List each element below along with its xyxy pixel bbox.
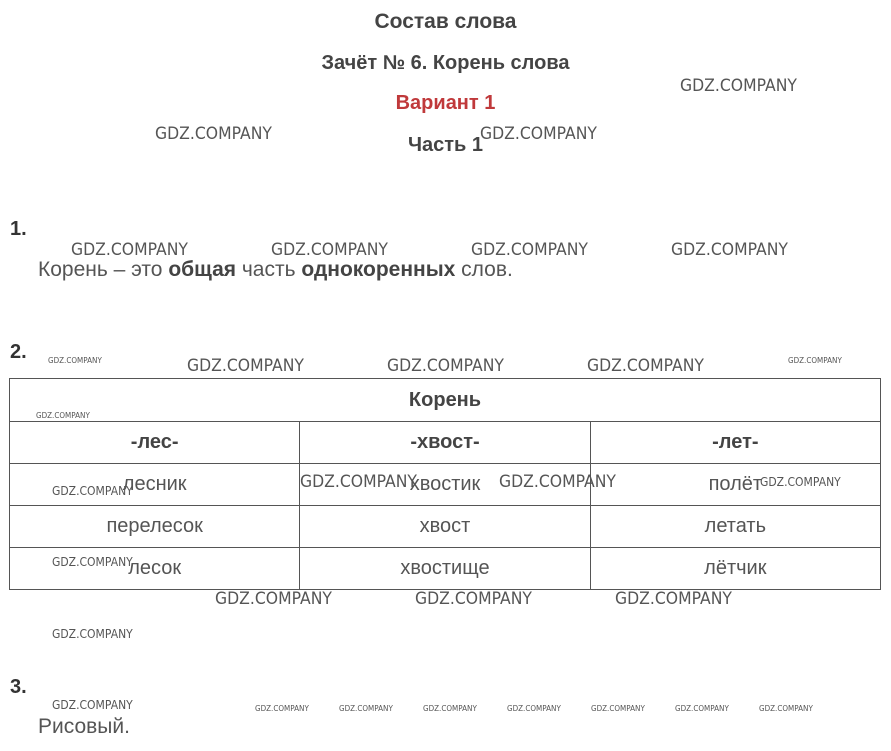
table-cell: лесник (10, 464, 300, 506)
watermark: GDZ.COMPANY (760, 475, 841, 489)
task-1-text-b: часть (236, 258, 302, 281)
watermark: GDZ.COMPANY (675, 704, 729, 713)
watermark: GDZ.COMPANY (339, 704, 393, 713)
part-title: Часть 1 (407, 134, 484, 156)
watermark: GDZ.COMPANY (471, 240, 588, 260)
watermark: GDZ.COMPANY (587, 356, 704, 376)
test-title: Зачёт № 6. Корень слова (321, 52, 570, 74)
watermark: GDZ.COMPANY (415, 589, 532, 609)
task-1-answer (38, 258, 513, 282)
watermark: GDZ.COMPANY (255, 704, 309, 713)
watermark: GDZ.COMPANY (71, 240, 188, 260)
column-header: -хвост- (300, 422, 590, 464)
task-2-number: 2. (10, 341, 27, 363)
table-cell: перелесок (10, 506, 300, 548)
task-3-answer: Рисовый. (38, 715, 130, 738)
watermark: GDZ.COMPANY (52, 484, 133, 498)
table-cell: летать (590, 506, 880, 548)
table-row (10, 464, 881, 506)
watermark: GDZ.COMPANY (788, 356, 842, 365)
watermark: GDZ.COMPANY (591, 704, 645, 713)
task-1-bold-2: однокоренных (301, 258, 456, 281)
watermark: GDZ.COMPANY (52, 627, 133, 641)
table-row (10, 506, 881, 548)
watermark: GDZ.COMPANY (155, 124, 272, 144)
watermark: GDZ.COMPANY (423, 704, 477, 713)
task-1-text-a: Корень – это (38, 258, 169, 281)
table-cell: хвостик (300, 464, 590, 506)
task-1-bold-1: общая (168, 258, 237, 281)
watermark: GDZ.COMPANY (671, 240, 788, 260)
watermark: GDZ.COMPANY (680, 76, 797, 96)
watermark: GDZ.COMPANY (480, 124, 597, 144)
watermark: GDZ.COMPANY (52, 698, 133, 712)
column-header: -лет- (590, 422, 880, 464)
watermark: GDZ.COMPANY (499, 472, 616, 492)
table-cell: лесок (10, 548, 300, 590)
watermark: GDZ.COMPANY (759, 704, 813, 713)
watermark: GDZ.COMPANY (215, 589, 332, 609)
watermark: GDZ.COMPANY (36, 411, 90, 420)
watermark: GDZ.COMPANY (507, 704, 561, 713)
task-3-number: 3. (10, 676, 27, 698)
watermark: GDZ.COMPANY (387, 356, 504, 376)
watermark: GDZ.COMPANY (48, 356, 102, 365)
table-row (10, 548, 881, 590)
roots-table (9, 378, 881, 590)
table-cell: хвостище (300, 548, 590, 590)
watermark: GDZ.COMPANY (187, 356, 304, 376)
table-cell: хвост (300, 506, 590, 548)
watermark: GDZ.COMPANY (615, 589, 732, 609)
table-cell: лётчик (590, 548, 880, 590)
column-header: -лес- (10, 422, 300, 464)
section-title: Состав слова (374, 10, 517, 33)
task-1-number: 1. (10, 218, 27, 240)
variant-title: Вариант 1 (395, 92, 496, 114)
table-title: Корень (10, 379, 881, 422)
table-cell: полёт (590, 464, 880, 506)
watermark: GDZ.COMPANY (52, 555, 133, 569)
watermark: GDZ.COMPANY (271, 240, 388, 260)
task-1-text-c: слов. (455, 258, 513, 281)
watermark: GDZ.COMPANY (300, 472, 417, 492)
